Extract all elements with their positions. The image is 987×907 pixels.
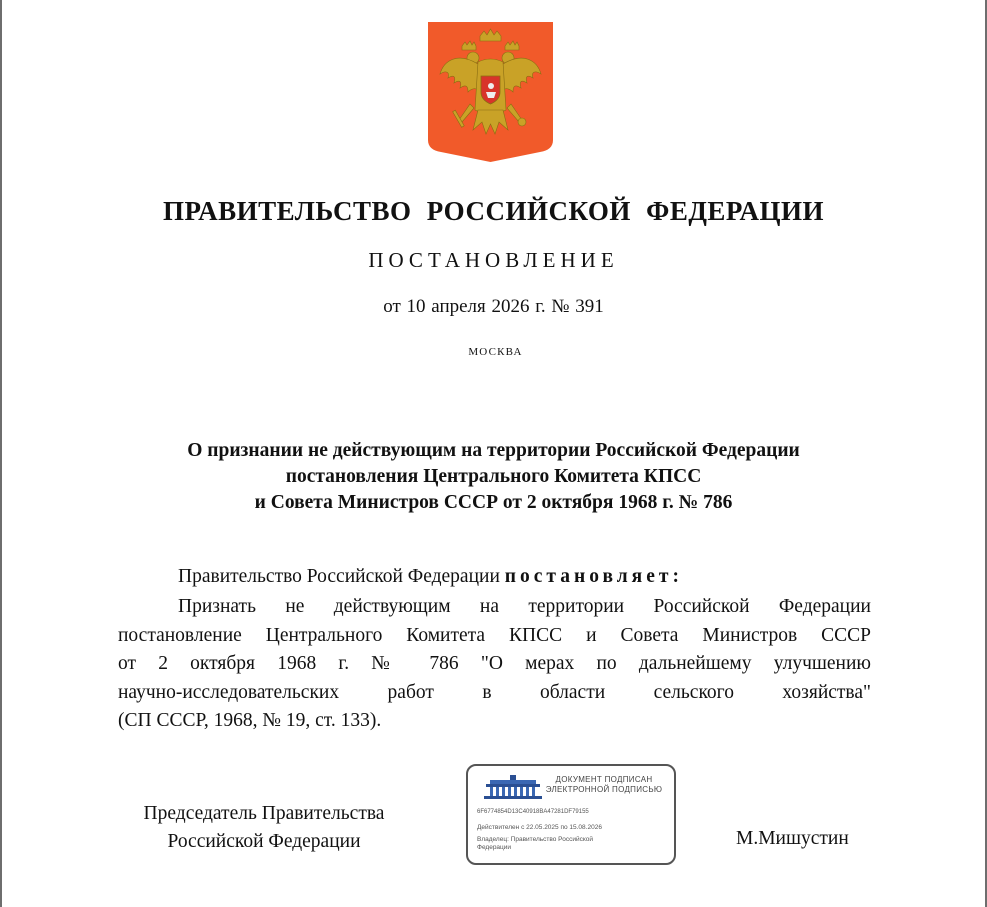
paragraph-line: Признать не действующим на территории Российской Федерации: [178, 596, 871, 617]
document-heading: [0, 438, 987, 516]
government-title: ПРАВИТЕЛЬСТВО РОССИЙСКОЙ ФЕДЕРАЦИИ: [163, 196, 824, 226]
document-date-number: от 10 апреля 2026 г. № 391: [383, 296, 604, 317]
stamp-certificate: 6F6774854D13C40918BA47281DF79155: [477, 809, 589, 815]
stamp-title-line: ДОКУМЕНТ ПОДПИСАН: [555, 775, 653, 784]
signer-position-line: Российской Федерации: [167, 831, 361, 852]
paragraph-line: (СП СССР, 1968, № 19, ст. 133).: [118, 710, 382, 731]
electronic-signature-stamp: [466, 764, 676, 865]
stamp-title-line: ЭЛЕКТРОННОЙ ПОДПИСЬЮ: [545, 785, 663, 794]
stamp-owner-line: Владелец: Правительство Российской: [477, 836, 594, 843]
heading-line: постановления Центрального Комитета КПСС: [285, 466, 702, 487]
paragraph-line: от 2 октября 1968 г. № 786 "О мерах по дальнейшему улучшению: [118, 653, 871, 674]
decree-paragraph: [118, 593, 871, 736]
decree-line: [118, 563, 931, 592]
signer-name: М.Мишустин: [736, 828, 849, 849]
heading-line: О признании не действующим на территории Российской Федерации: [187, 440, 800, 461]
stamp-owner: [477, 836, 627, 852]
stamp-title: [534, 775, 674, 795]
stamp-owner-line: Федерации: [477, 844, 512, 851]
document-city: МОСКВА: [468, 346, 523, 358]
heading-line: и Совета Министров СССР от 2 октября 1968 г. № 786: [254, 492, 733, 513]
signer-position: [118, 800, 410, 856]
paragraph-line: научно-исследовательских работ в области сельского хозяйства": [118, 681, 871, 703]
stamp-validity: Действителен с 22.05.2025 по 15.08.2026: [477, 824, 602, 831]
signer-position-line: Председатель Правительства: [143, 803, 385, 824]
decree-verb: постановляет:: [504, 566, 683, 587]
decree-subject: Правительство Российской Федерации: [178, 566, 500, 587]
coat-of-arms-icon: [428, 22, 553, 162]
paragraph-line: постановление Центрального Комитета КПСС и Совета Министров СССР: [118, 624, 871, 646]
document-type: ПОСТАНОВЛЕНИЕ: [368, 248, 619, 272]
